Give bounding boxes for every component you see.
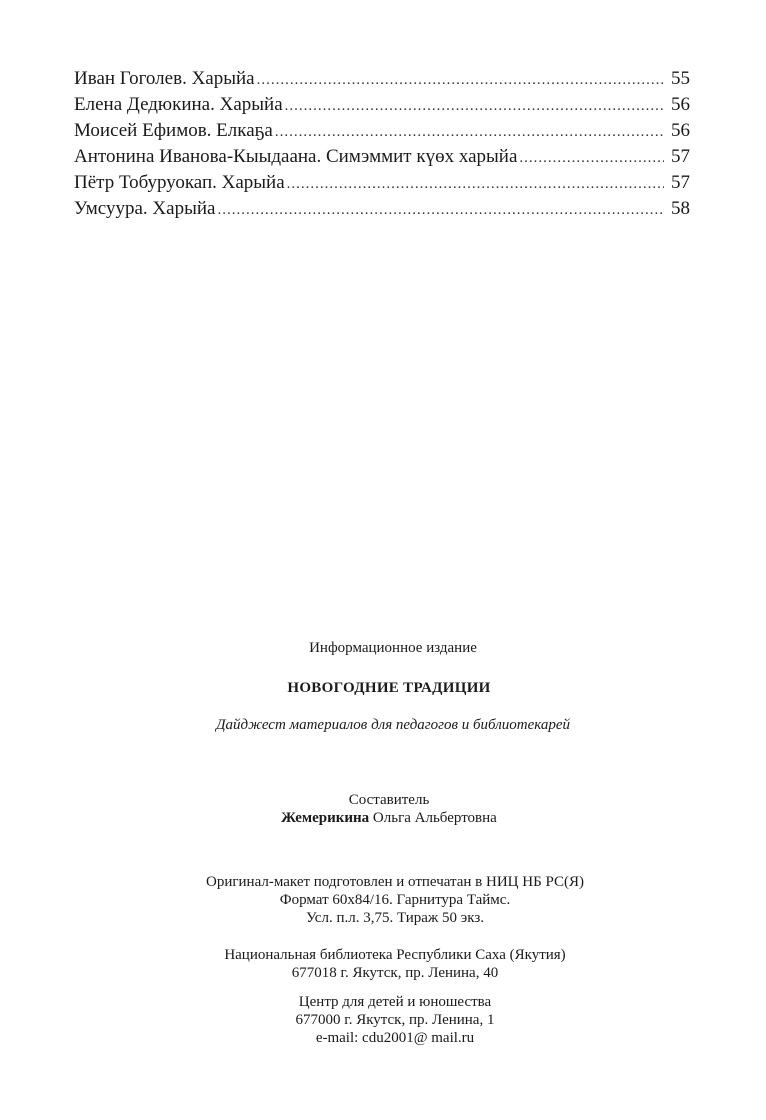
toc-entry-page: 57 bbox=[671, 172, 690, 193]
toc-entry-page: 57 bbox=[671, 146, 690, 167]
publication-title: НОВОГОДНИЕ ТРАДИЦИИ bbox=[287, 680, 491, 696]
toc-dot-leader bbox=[275, 119, 664, 145]
print-info-line: Формат 60х84/16. Гарнитура Таймс. bbox=[279, 892, 511, 908]
table-of-contents bbox=[74, 66, 690, 222]
compiler-given-name: Ольга Альбертовна bbox=[369, 810, 497, 826]
toc-dot-leader bbox=[257, 67, 664, 93]
toc-entry bbox=[74, 66, 690, 92]
toc-dot-leader bbox=[287, 171, 664, 197]
toc-entry bbox=[74, 170, 690, 196]
center-line: 677000 г. Якутск, пр. Ленина, 1 bbox=[295, 1012, 495, 1028]
compiler-block bbox=[0, 791, 766, 827]
toc-entry-page: 55 bbox=[671, 68, 690, 89]
toc-entry-title: Пётр Тобуруокап. Харыйа bbox=[74, 172, 285, 193]
edition-type: Информационное издание bbox=[309, 640, 477, 656]
center-address-block bbox=[12, 993, 766, 1047]
toc-dot-leader bbox=[519, 145, 664, 171]
library-line: Национальная библиотека Республики Саха (Якутия) bbox=[224, 947, 566, 963]
toc-entry-title: Антонина Иванова-Кыыдаана. Симэммит күөх харыйа bbox=[74, 146, 518, 167]
toc-entry-title: Умсуура. Харыйа bbox=[74, 198, 216, 219]
toc-entry bbox=[74, 92, 690, 118]
toc-entry-page: 56 bbox=[671, 120, 690, 141]
toc-entry-title: Моисей Ефимов. Елкаҕа bbox=[74, 120, 273, 141]
toc-entry-page: 56 bbox=[671, 94, 690, 115]
publication-subtitle: Дайджест материалов для педагогов и библиотекарей bbox=[215, 717, 571, 733]
toc-dot-leader bbox=[217, 197, 664, 223]
toc-entry bbox=[74, 196, 690, 222]
compiler-label: Составитель bbox=[348, 792, 430, 808]
print-info-line: Оригинал-макет подготовлен и отпечатан в НИЦ НБ РС(Я) bbox=[206, 874, 584, 890]
toc-entry bbox=[74, 144, 690, 170]
center-email: e-mail: cdu2001@ mail.ru bbox=[315, 1030, 475, 1046]
library-line: 677018 г. Якутск, пр. Ленина, 40 bbox=[291, 965, 499, 981]
toc-entry-page: 58 bbox=[671, 198, 690, 219]
compiler-surname: Жемерикина bbox=[281, 810, 370, 826]
toc-dot-leader bbox=[285, 93, 664, 119]
library-address-block bbox=[12, 946, 766, 982]
toc-entry-title: Иван Гоголев. Харыйа bbox=[74, 68, 255, 89]
toc-entry bbox=[74, 118, 690, 144]
compiler-name-line bbox=[0, 809, 766, 827]
print-info-block bbox=[12, 873, 766, 927]
toc-entry-title: Елена Дедюкина. Харыйа bbox=[74, 94, 283, 115]
print-info-line: Усл. п.л. 3,75. Тираж 50 экз. bbox=[305, 910, 484, 926]
center-line: Центр для детей и юношества bbox=[298, 994, 492, 1010]
